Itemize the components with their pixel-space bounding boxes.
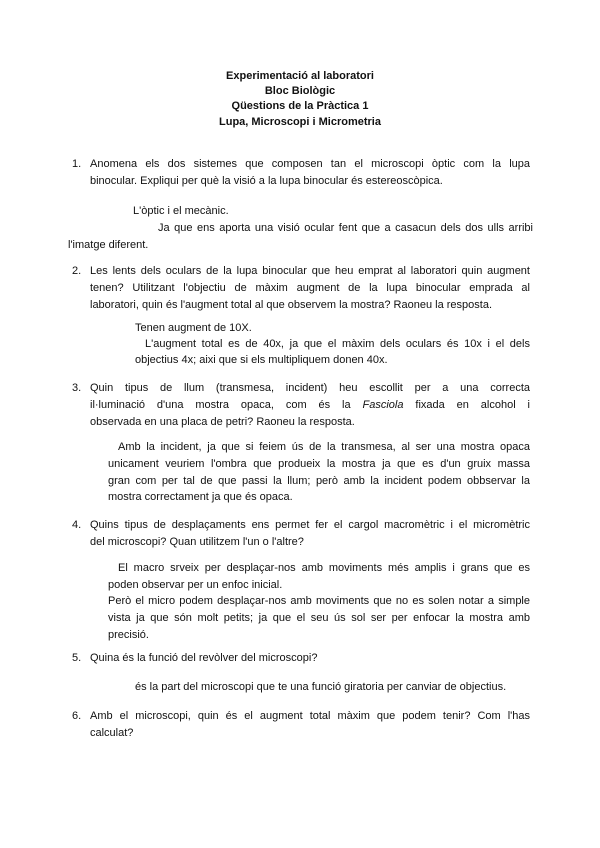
question-text-line: laboratori, quin és l'augment total al que observem la mostra? Raoneu la resposta. xyxy=(90,299,492,311)
answer-1-line-2: Ja que ens aporta una visió ocular fent que a casacun dels dos ulls arribi xyxy=(158,222,533,234)
question-text-line: del microscopi? Quan utilitzem l'un o l'altre? xyxy=(90,536,304,548)
doc-subtitle-block: Bloc Biològic xyxy=(264,85,336,97)
question-6 xyxy=(72,708,530,742)
question-text-line: Quin tipus de llum (transmesa, incident) heu escollit per a una correcta xyxy=(90,382,530,394)
answer-1-line-3: l'imatge diferent. xyxy=(68,239,149,251)
question-text-line: Anomena els dos sistemes que composen tan el microscopi òptic com la lupa xyxy=(90,158,530,170)
question-text-fragment: il·luminació d'una mostra opaca, com és la xyxy=(90,399,363,411)
answer-3-line-4: mostra correctament ja que és opaca. xyxy=(108,491,293,503)
question-text-line: binocular. Expliqui per què la visió a la lupa binocular és estereoscòpica. xyxy=(90,175,443,187)
answer-3-line-1: Amb la incident, ja que si feiem ús de la transmesa, al ser una mostra opaca xyxy=(118,441,530,453)
question-3 xyxy=(72,380,530,431)
question-text-line: calculat? xyxy=(90,727,134,739)
question-number: 6. xyxy=(72,710,82,722)
species-name: Fasciola xyxy=(362,399,404,411)
answer-2-line-1: Tenen augment de 10X. xyxy=(135,322,252,334)
answer-2-line-2: L'augment total es de 40x, ja que el màxim dels oculars és 10x i el dels xyxy=(145,338,530,350)
question-number: 4. xyxy=(72,519,82,531)
answer-1-line-1: L'òptic i el mecànic. xyxy=(133,205,229,217)
question-4 xyxy=(72,517,530,551)
answer-4-line-5: precisió. xyxy=(108,629,149,641)
question-text-fragment: fixada en alcohol i xyxy=(403,399,530,411)
answer-3-line-3: gran com per tal de que passi la llum; però amb la incident podem obbservar la xyxy=(108,475,530,487)
question-text-line: tenen? Utilitzant l'objectiu de màxim augment de la lupa binocular emprada al xyxy=(90,282,530,294)
answer-4-line-3: Però el micro podem desplaçar-nos amb moviments que no es solen notar a simple xyxy=(108,595,530,607)
question-number: 3. xyxy=(72,382,82,394)
question-text-line xyxy=(90,397,530,414)
question-number: 1. xyxy=(72,158,82,170)
question-text-line: observada en una placa de petri? Raoneu la resposta. xyxy=(90,416,355,428)
question-number: 2. xyxy=(72,265,82,277)
question-text-line: Quina és la funció del revòlver del microscopi? xyxy=(90,652,318,664)
question-text-line: Amb el microscopi, quin és el augment total màxim que podem tenir? Com l'has xyxy=(90,710,530,722)
answer-4-line-1: El macro srveix per desplaçar-nos amb moviments més amplis i grans que es xyxy=(118,562,530,574)
doc-title: Experimentació al laboratori xyxy=(226,70,374,82)
question-text-line: Quins tipus de desplaçaments ens permet fer el cargol macromètric i el micromètric xyxy=(90,519,530,531)
doc-subtitle-questions: Qüestions de la Pràctica 1 xyxy=(231,100,369,112)
question-5 xyxy=(72,650,530,667)
answer-5-line-1: és la part del microscopi que te una funció giratoria per canviar de objectius. xyxy=(135,681,507,693)
answer-4-line-4: vista ja que són molt petits; ja que el seu ús sol ser per enfocar la mostra amb xyxy=(108,612,530,624)
question-1 xyxy=(72,156,530,190)
question-number: 5. xyxy=(72,652,82,664)
answer-4-line-2: poden observar per un enfoc inicial. xyxy=(108,579,283,591)
answer-3-line-2: unicament veuriem l'ombra que produeix la mostra ja que es d'un gruix massa xyxy=(108,458,530,470)
question-2 xyxy=(72,263,530,314)
answer-2-line-3: objectius 4x; aixi que si els multipliquem donen 40x. xyxy=(135,354,388,366)
doc-subtitle-topic: Lupa, Microscopi i Micrometria xyxy=(219,116,381,128)
question-text-line: Les lents dels oculars de la lupa binocular que heu emprat al laboratori quin augment xyxy=(90,265,530,277)
